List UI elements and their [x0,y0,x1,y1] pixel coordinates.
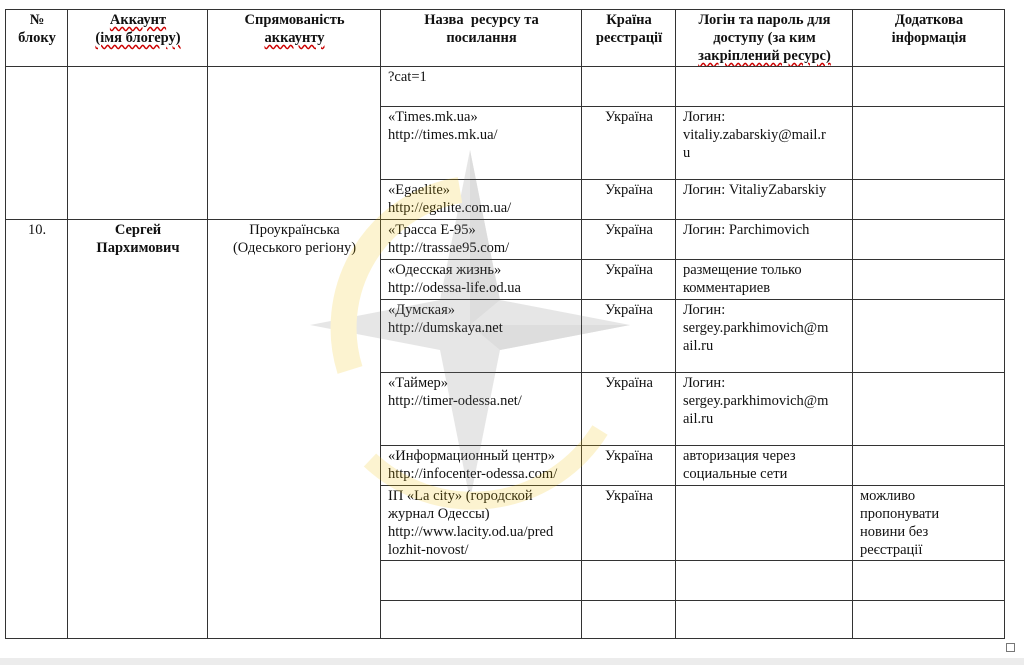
header-orientation: Спрямованість аккаунту [208,10,381,67]
cell-resource: «Думская» http://dumskaya.net [381,300,582,373]
cell-resource: ІП «La city» (городской журнал Одессы) http://www.lacity.od.ua/pred lozhit-novost/ [381,486,582,561]
cell-extra [853,180,1005,220]
header-account: Аккаунт (імя блогеру) [68,10,208,67]
cell-extra [853,260,1005,300]
cell-resource: «Таймер» http://timer-odessa.net/ [381,373,582,446]
cell-resource [381,561,582,601]
cell-orientation: Проукраїнська (Одеського регіону) [208,220,381,639]
table-row [6,67,1005,107]
cell-extra [853,561,1005,601]
cell-extra [853,601,1005,639]
cell-resource [381,601,582,639]
cell-extra [853,220,1005,260]
cell-resource: ?cat=1 [381,67,582,107]
cell-resource: «Информационный центр» http://infocenter-odessa.com/ [381,446,582,486]
header-extra: Додаткова інформація [853,10,1005,67]
cell-resource: «Одесская жизнь» http://odessa-life.od.ua [381,260,582,300]
cell-extra [853,373,1005,446]
bottom-edge-bar [0,658,1024,665]
header-login: Логін та пароль для доступу (за ким закріплений ресурс) [676,10,853,67]
table-header-row [6,10,1005,67]
cell-resource: «Трасса Е-95» http://trassae95.com/ [381,220,582,260]
cell-country: Україна [582,180,676,220]
cell-login: Логин: VitaliyZabarskiy [676,180,853,220]
cell-block-number: 10. [6,220,68,639]
cell-extra: можливо пропонувати новини без реєстрації [853,486,1005,561]
cell-login: Логин: Parchimovich [676,220,853,260]
header-resource: Назва ресурсу та посилання [381,10,582,67]
cell-extra [853,67,1005,107]
cell-orientation [208,67,381,220]
cell-login: авторизация через социальные сети [676,446,853,486]
cell-login: Логин: sergey.parkhimovich@m ail.ru [676,373,853,446]
cell-login: размещение только комментариев [676,260,853,300]
cell-country: Україна [582,373,676,446]
cell-login: Логин: vitaliy.zabarskiy@mail.r u [676,107,853,180]
cell-country: Україна [582,446,676,486]
cell-country [582,601,676,639]
cell-extra [853,446,1005,486]
header-block-number: № блоку [6,10,68,67]
cell-resource: «Times.mk.ua» http://times.mk.ua/ [381,107,582,180]
cell-country: Україна [582,300,676,373]
cell-country: Україна [582,260,676,300]
cell-resource: «Egaelite» http://egalite.com.ua/ [381,180,582,220]
cell-login [676,561,853,601]
cell-login [676,486,853,561]
cell-account [68,67,208,220]
table-row [6,220,1005,260]
cell-login [676,67,853,107]
accounts-table [5,9,1005,639]
cell-login [676,601,853,639]
cell-login: Логин: sergey.parkhimovich@m ail.ru [676,300,853,373]
cell-country: Україна [582,220,676,260]
header-country: Країна реєстрації [582,10,676,67]
cell-country [582,561,676,601]
cell-extra [853,300,1005,373]
cell-country: Україна [582,107,676,180]
cell-country [582,67,676,107]
cell-extra [853,107,1005,180]
cell-country: Україна [582,486,676,561]
cell-account: Сергей Пархимович [68,220,208,639]
table-resize-handle[interactable] [1006,643,1015,652]
cell-block-number [6,67,68,220]
